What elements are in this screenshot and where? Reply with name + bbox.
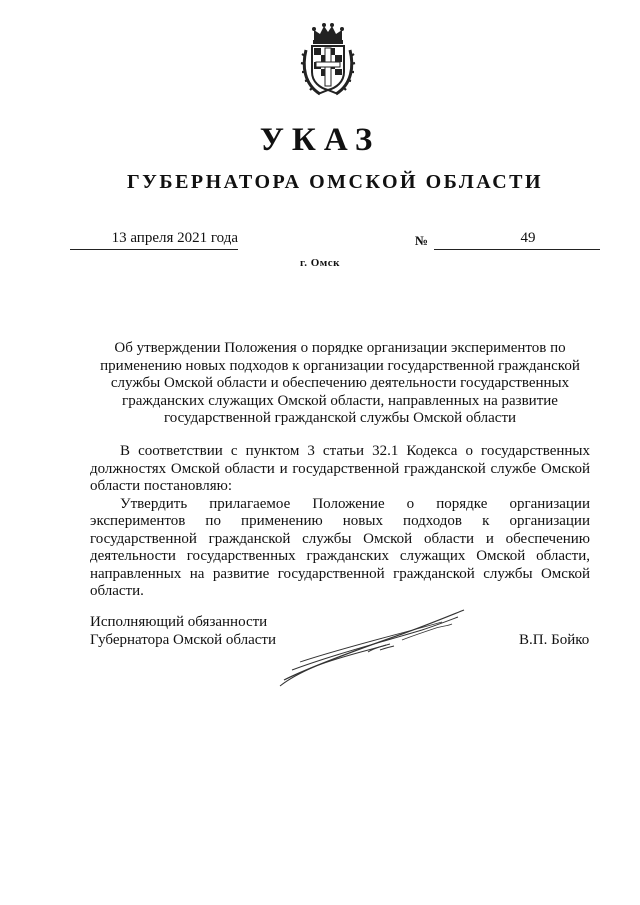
heading-line: государственной гражданской службы Омской области bbox=[163, 410, 517, 426]
body-line: В соответствии с пунктом 3 статьи 32.1 Кодекса о государственных bbox=[120, 443, 590, 459]
decree-body bbox=[90, 443, 590, 601]
body-line: области. bbox=[90, 583, 144, 599]
signature-image bbox=[272, 600, 472, 690]
signer-position bbox=[90, 614, 276, 649]
heading-line: гражданских служащих Омской области, направленных на развитие bbox=[122, 392, 558, 409]
document-title: УКАЗ bbox=[259, 122, 381, 158]
decree-date: 13 апреля 2021 года bbox=[70, 228, 238, 250]
decree-number: 49 bbox=[434, 228, 600, 250]
body-line: области постановляю: bbox=[90, 478, 233, 494]
number-sign: № bbox=[415, 233, 429, 248]
heading-line: применению новых подходов к организации государственной гражданской bbox=[100, 357, 580, 374]
body-line: государственной гражданской службы Омской области и обеспечению bbox=[90, 530, 590, 547]
document-subtitle: ГУБЕРНАТОРА ОМСКОЙ ОБЛАСТИ bbox=[126, 171, 544, 193]
signer-name: В.П. Бойко bbox=[519, 632, 590, 648]
body-line: должностях Омской области и государственной гражданской службе Омской bbox=[90, 460, 590, 477]
signer-position-line: Губернатора Омской области bbox=[90, 631, 276, 648]
body-line: деятельности государственных гражданских служащих Омской области, bbox=[90, 548, 590, 564]
body-line: Утвердить прилагаемое Положение о порядке организации bbox=[120, 495, 590, 512]
coat-of-arms-icon bbox=[300, 22, 356, 98]
heading-line: Об утверждении Положения о порядке организации экспериментов по bbox=[114, 340, 566, 356]
decree-heading bbox=[90, 340, 590, 428]
body-line: направленных на развитие государственной гражданской службы Омской bbox=[90, 565, 590, 582]
signer-position-line: Исполняющий обязанности bbox=[90, 614, 268, 630]
heading-line: службы Омской области и обеспечению деятельности государственных bbox=[110, 375, 570, 391]
body-line: экспериментов по применению новых подходов к организации bbox=[90, 513, 590, 529]
decree-city: г. Омск bbox=[299, 257, 341, 269]
